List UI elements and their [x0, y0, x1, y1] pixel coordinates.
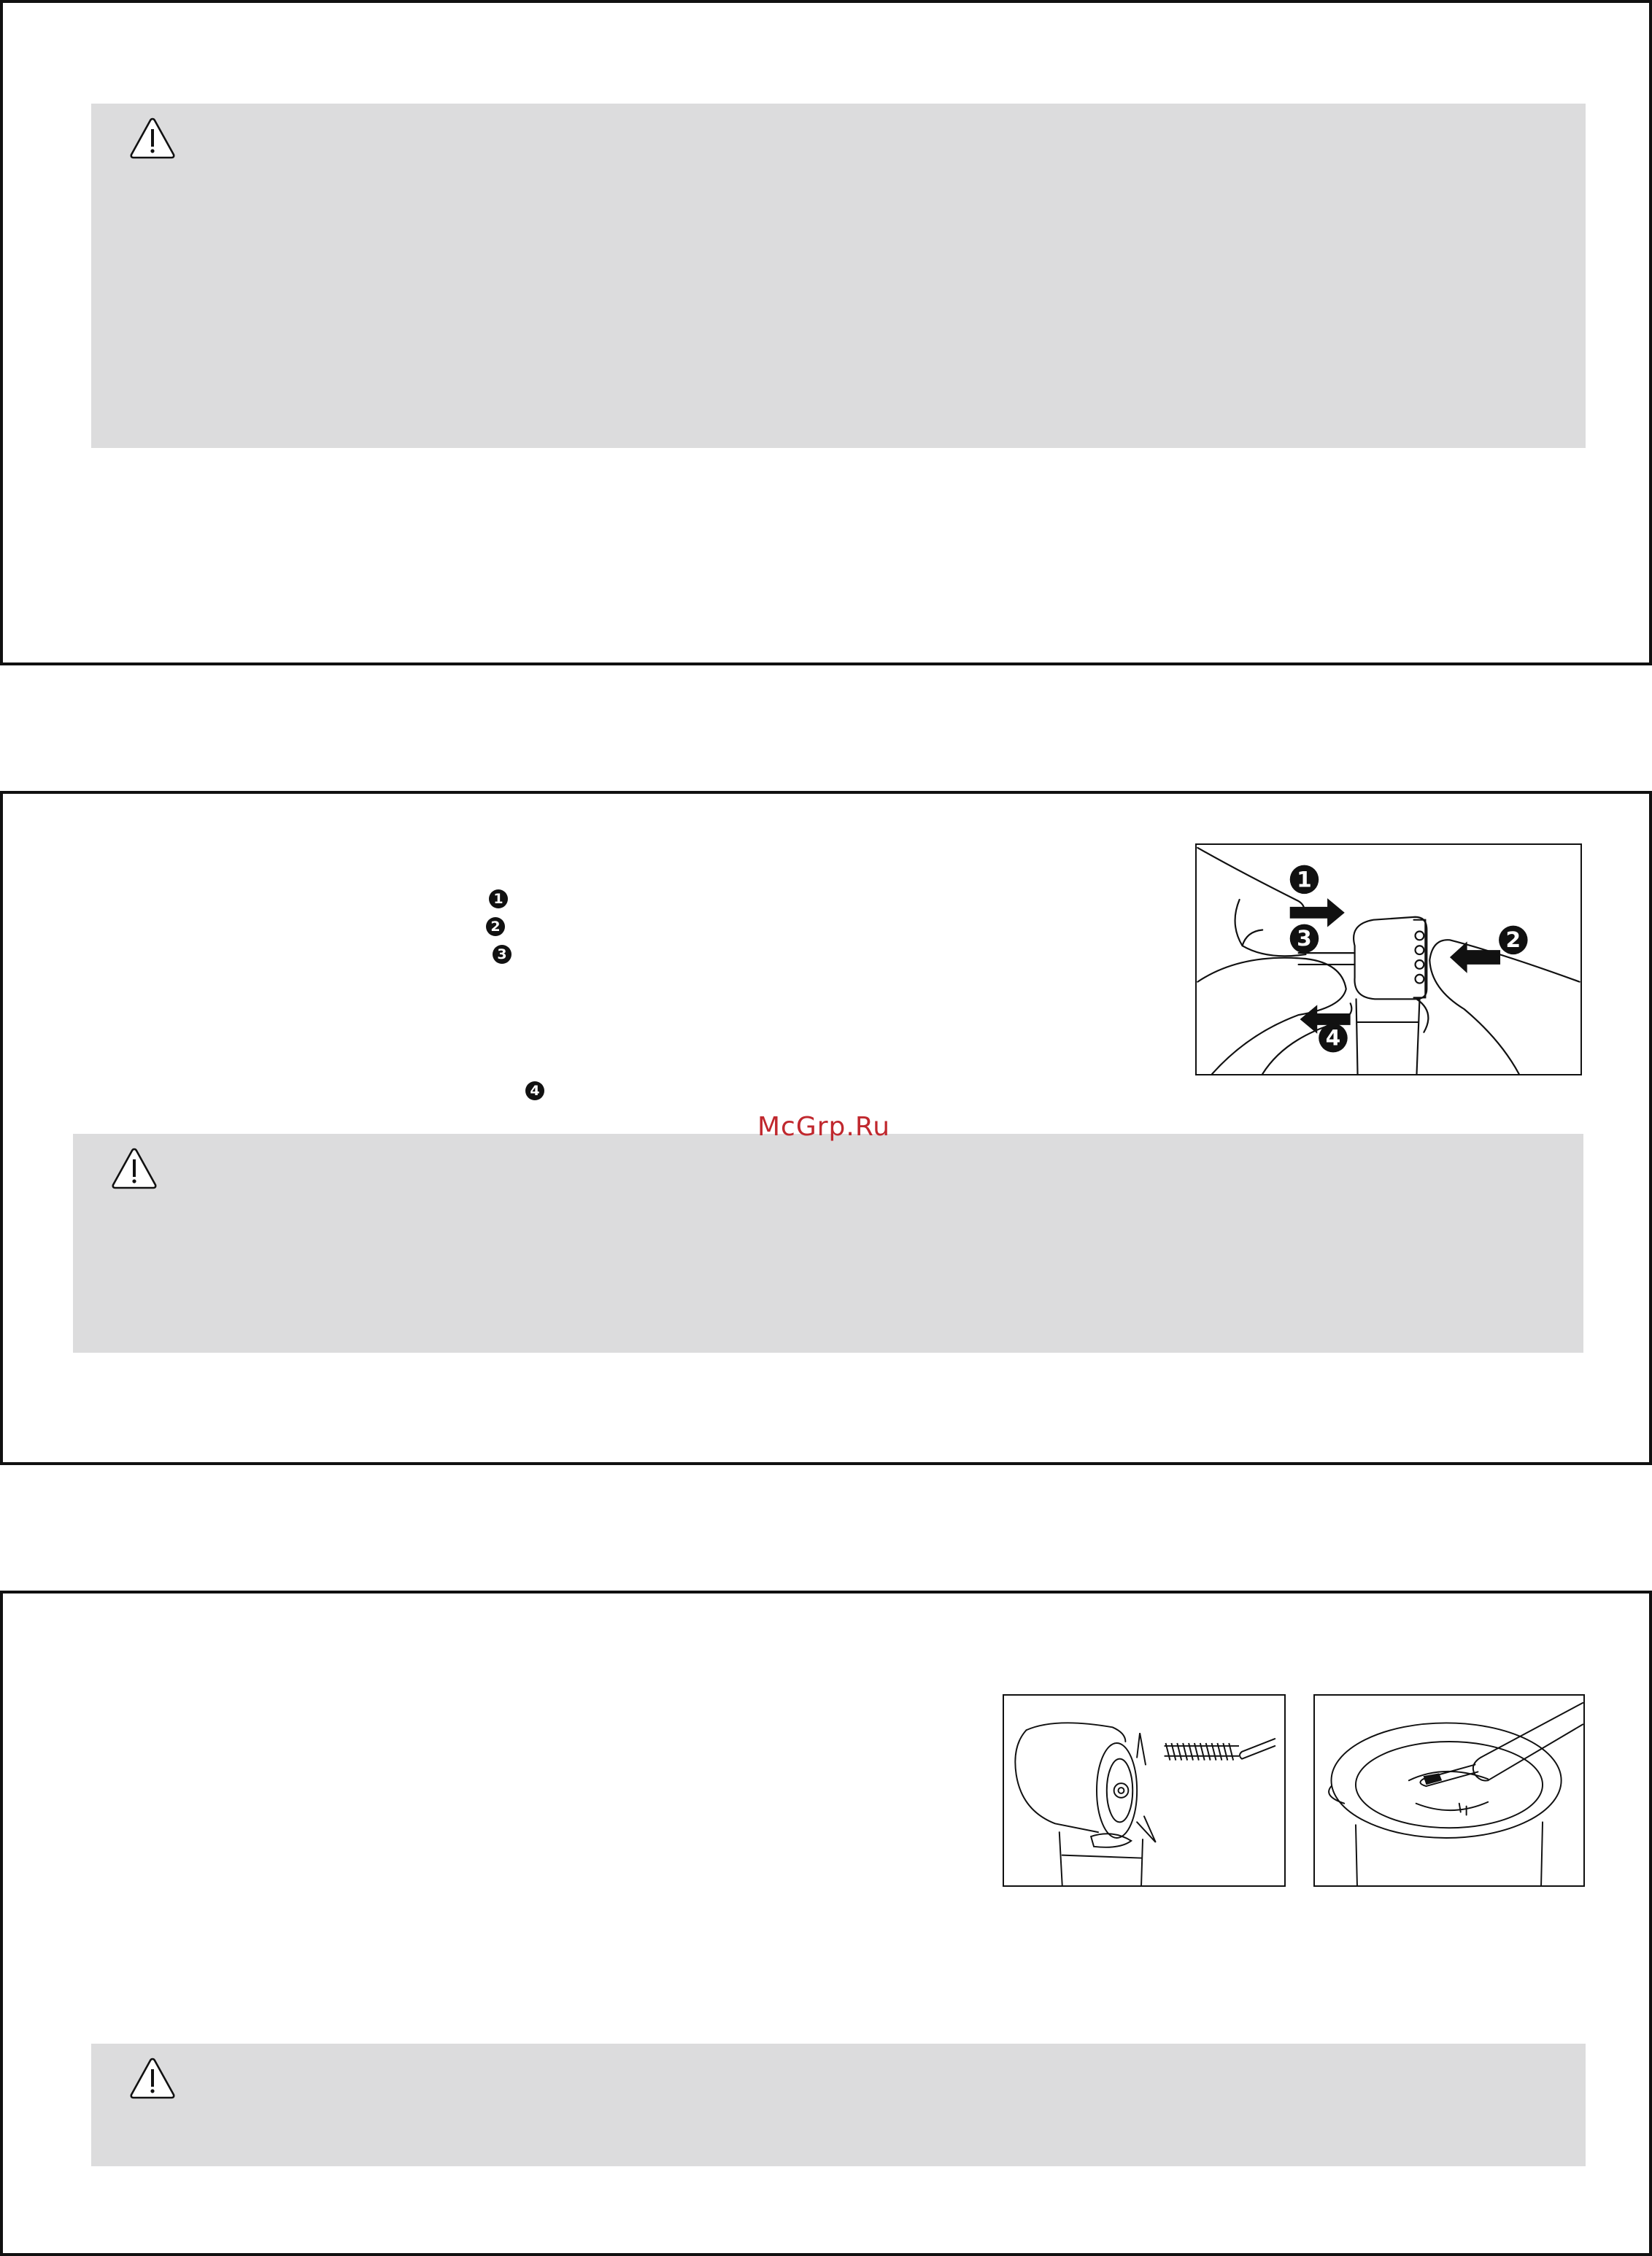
- warning-box: [91, 104, 1586, 448]
- figure-marker: 4: [1325, 1025, 1341, 1051]
- figure-marker: 1: [1297, 867, 1312, 892]
- handpiece-drawing: [1197, 845, 1580, 1074]
- soaking-drawing: [1315, 1696, 1583, 1885]
- section-top: [0, 0, 1652, 665]
- warning-triangle-icon: [129, 2057, 176, 2101]
- warning-box: [91, 2044, 1586, 2166]
- step-marker: 2: [486, 917, 505, 936]
- figure-marker: 3: [1297, 926, 1312, 951]
- handpiece-illustration: [1195, 843, 1582, 1075]
- figure-marker: 2: [1505, 927, 1521, 953]
- warning-triangle-icon: [111, 1147, 158, 1191]
- step-marker: 4: [525, 1081, 544, 1100]
- step-marker: 3: [493, 945, 512, 964]
- brush-drawing: [1004, 1696, 1284, 1885]
- section-bottom: [0, 1591, 1652, 2256]
- step-marker: 1: [489, 889, 508, 908]
- brush-cleaning-illustration: [1003, 1694, 1286, 1887]
- warning-triangle-icon: [129, 117, 176, 161]
- watermark: McGrp.Ru: [757, 1112, 891, 1142]
- soaking-illustration: [1313, 1694, 1585, 1887]
- warning-box: [73, 1134, 1583, 1353]
